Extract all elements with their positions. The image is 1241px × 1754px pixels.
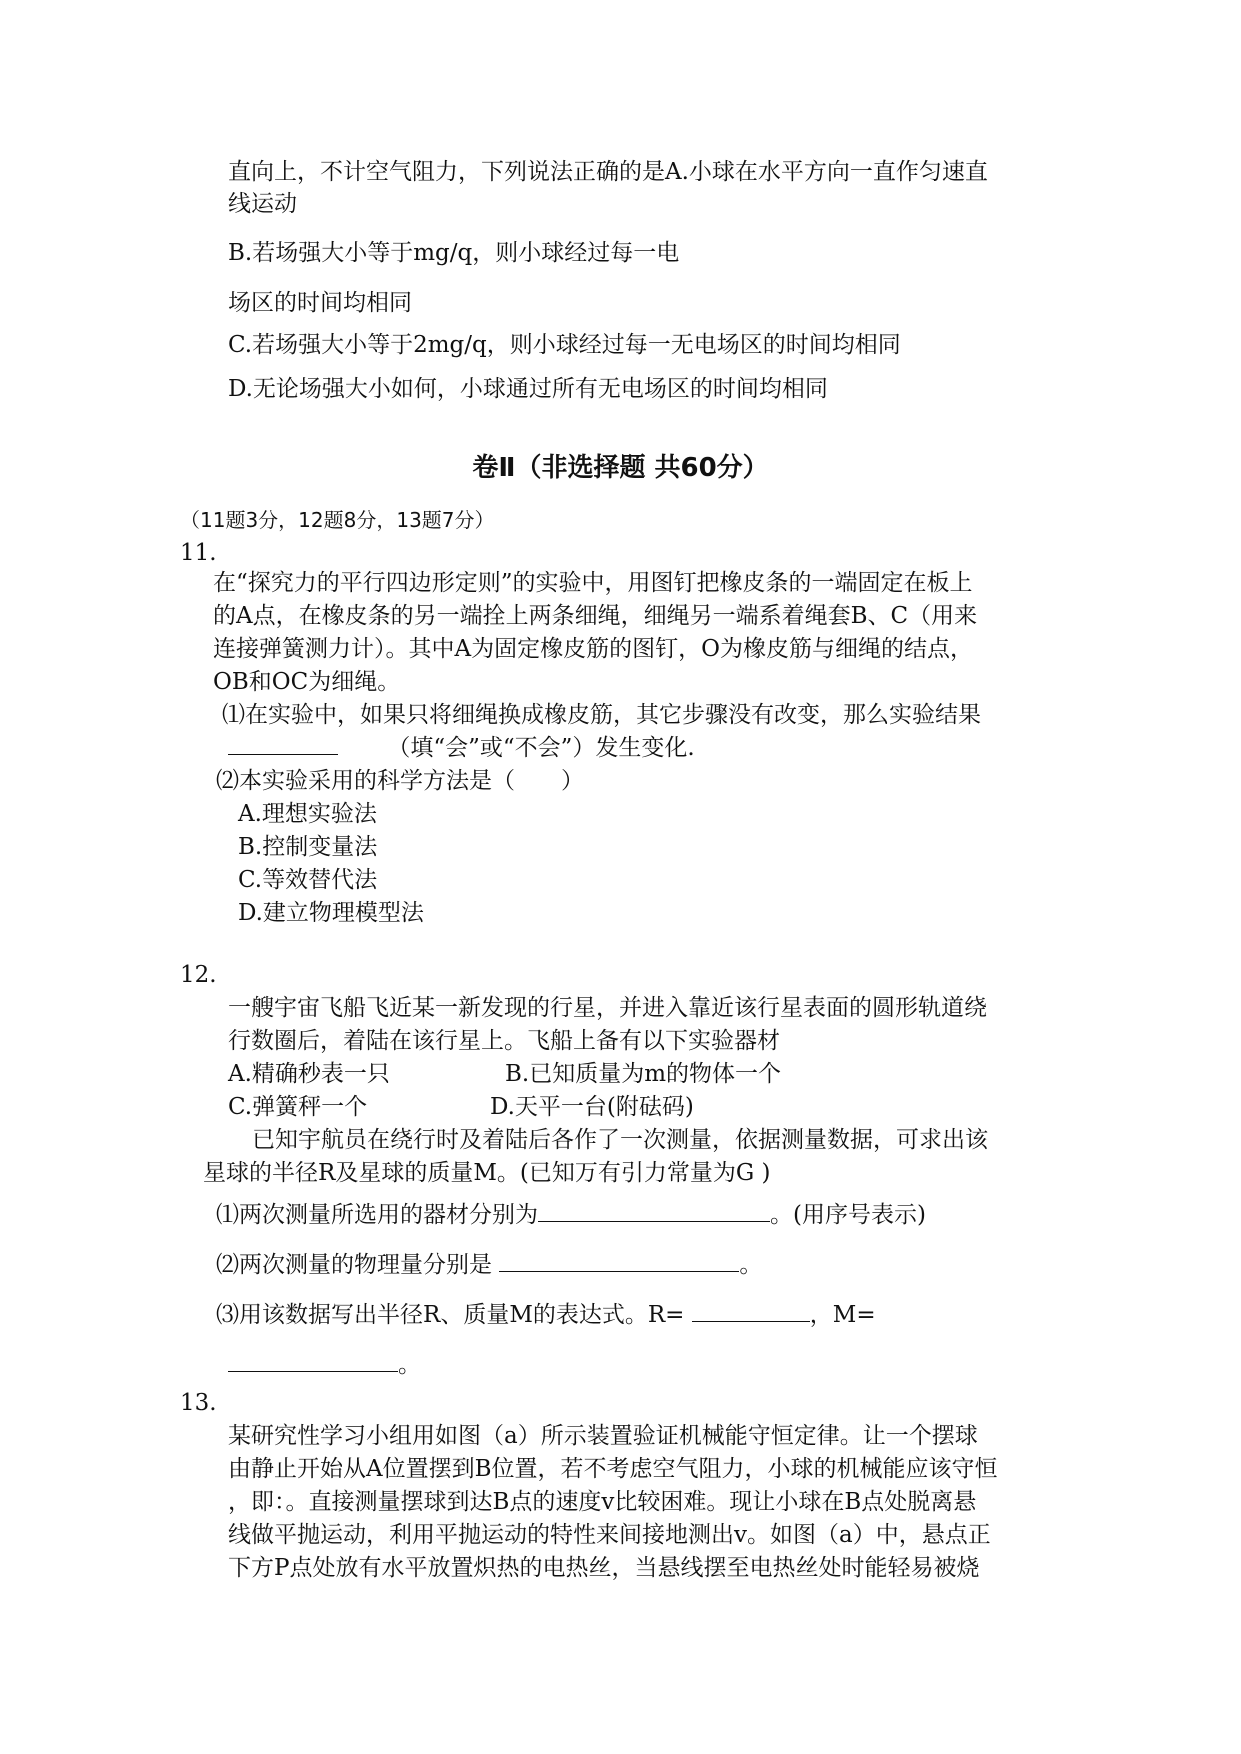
q11-part-1-line-1: ⑴在实验中，如果只将细绳换成橡皮筋，其它步骤没有改变，那么实验结果 bbox=[222, 702, 981, 728]
q10-option-d: D.无论场强大小如何，小球通过所有无电场区的时间均相同 bbox=[228, 376, 828, 402]
q11-part-2: ⑵本实验采用的科学方法是（ ） bbox=[216, 768, 584, 794]
q12-radius-blank[interactable] bbox=[692, 1301, 810, 1322]
q12-part-1-suffix: 。(用序号表示) bbox=[770, 1202, 926, 1228]
q12-part-3-end: 。 bbox=[398, 1352, 421, 1378]
q11-part-1-hint: （填“会”或“不会”）发生变化. bbox=[387, 735, 695, 761]
q13-line-4: 线做平抛运动，利用平抛运动的特性来间接地测出v。如图（a）中，悬点正 bbox=[228, 1522, 991, 1548]
q13-line-2: 由静止开始从A位置摆到B位置，若不考虑空气阻力，小球的机械能应该守恒 bbox=[228, 1456, 998, 1482]
q12-part-2 bbox=[216, 1250, 762, 1280]
q12-number: 12. bbox=[180, 962, 217, 988]
q12-part-2-suffix: 。 bbox=[739, 1252, 763, 1278]
q10-option-c: C.若场强大小等于2mg/q，则小球经过每一无电场区的时间均相同 bbox=[228, 332, 901, 358]
q11-stem-line-2: 的A点，在橡皮条的另一端拴上两条细绳，细绳另一端系着绳套B、C（用来 bbox=[213, 603, 978, 629]
q11-option-c: C.等效替代法 bbox=[238, 867, 378, 893]
q11-option-a: A.理想实验法 bbox=[238, 801, 377, 827]
q12-part-3-mass-label: ，M= bbox=[809, 1302, 876, 1328]
q11-stem-line-1: 在“探究力的平行四边形定则”的实验中，用图钉把橡皮条的一端固定在板上 bbox=[213, 570, 973, 596]
section-title: 卷Ⅱ（非选择题 共60分） bbox=[472, 453, 769, 483]
q11-stem-line-3: 连接弹簧测力计）。其中A为固定橡皮筋的图钉，O为橡皮筋与细绳的结点， bbox=[213, 636, 973, 662]
q12-stem-line-3: 已知宇航员在绕行时及着陆后各作了一次测量，依据测量数据，可求出该 bbox=[252, 1127, 988, 1153]
q12-part-2-text: ⑵两次测量的物理量分别是 bbox=[216, 1252, 500, 1278]
q12-part-3-text: ⑶用该数据写出半径R、质量M的表达式。R= bbox=[216, 1302, 692, 1328]
q11-option-d: D.建立物理模型法 bbox=[238, 900, 424, 926]
q10-line-1: 直向上，不计空气阻力，下列说法正确的是A.小球在水平方向一直作匀速直 bbox=[228, 159, 988, 185]
q12-part-1-blank[interactable] bbox=[538, 1201, 770, 1222]
q12-stem-line-2: 行数圈后，着陆在该行星上。飞船上备有以下实验器材 bbox=[228, 1028, 780, 1054]
q12-part-2-blank[interactable] bbox=[499, 1251, 739, 1272]
q12-stem-line-1: 一艘宇宙飞船飞近某一新发现的行星，并进入靠近该行星表面的圆形轨道绕 bbox=[228, 995, 987, 1021]
q13-line-1: 某研究性学习小组用如图（a）所示装置验证机械能守恒定律。让一个摆球 bbox=[228, 1423, 978, 1449]
q12-part-1 bbox=[216, 1200, 926, 1230]
q13-line-5: 下方P点处放有水平放置炽热的电热丝，当悬线摆至电热丝处时能轻易被烧 bbox=[228, 1555, 980, 1581]
q12-option-b: B.已知质量为m的物体一个 bbox=[505, 1061, 782, 1087]
q11-option-b: B.控制变量法 bbox=[238, 834, 378, 860]
q13-number: 13. bbox=[180, 1390, 217, 1416]
q10-option-b-line-1: B.若场强大小等于mg/q，则小球经过每一电 bbox=[228, 240, 680, 266]
q12-part-1-text: ⑴两次测量所选用的器材分别为 bbox=[216, 1202, 538, 1228]
q13-line-3: ，即：。直接测量摆球到达B点的速度v比较困难。现让小球在B点处脱离悬 bbox=[228, 1489, 977, 1515]
q12-mass-blank[interactable] bbox=[228, 1351, 398, 1372]
section-scores: （11题3分，12题8分，13题7分） bbox=[180, 508, 495, 532]
q12-option-d: D.天平一台(附砝码) bbox=[490, 1094, 694, 1120]
q12-stem-line-4: 星球的半径R及星球的质量M。(已知万有引力常量为G ) bbox=[203, 1160, 771, 1186]
q12-option-a: A.精确秒表一只 bbox=[228, 1061, 390, 1087]
q12-option-c: C.弹簧秤一个 bbox=[228, 1094, 368, 1120]
q11-number: 11. bbox=[180, 540, 217, 566]
q11-answer-blank[interactable] bbox=[228, 734, 338, 755]
q10-line-2: 线运动 bbox=[228, 191, 297, 217]
q11-stem-line-4: OB和OC为细绳。 bbox=[213, 669, 401, 695]
q12-part-3-line-2 bbox=[228, 1350, 421, 1380]
q11-part-1-line-2 bbox=[228, 733, 695, 763]
q10-option-b-line-2: 场区的时间均相同 bbox=[228, 290, 412, 316]
q12-part-3 bbox=[216, 1300, 876, 1330]
